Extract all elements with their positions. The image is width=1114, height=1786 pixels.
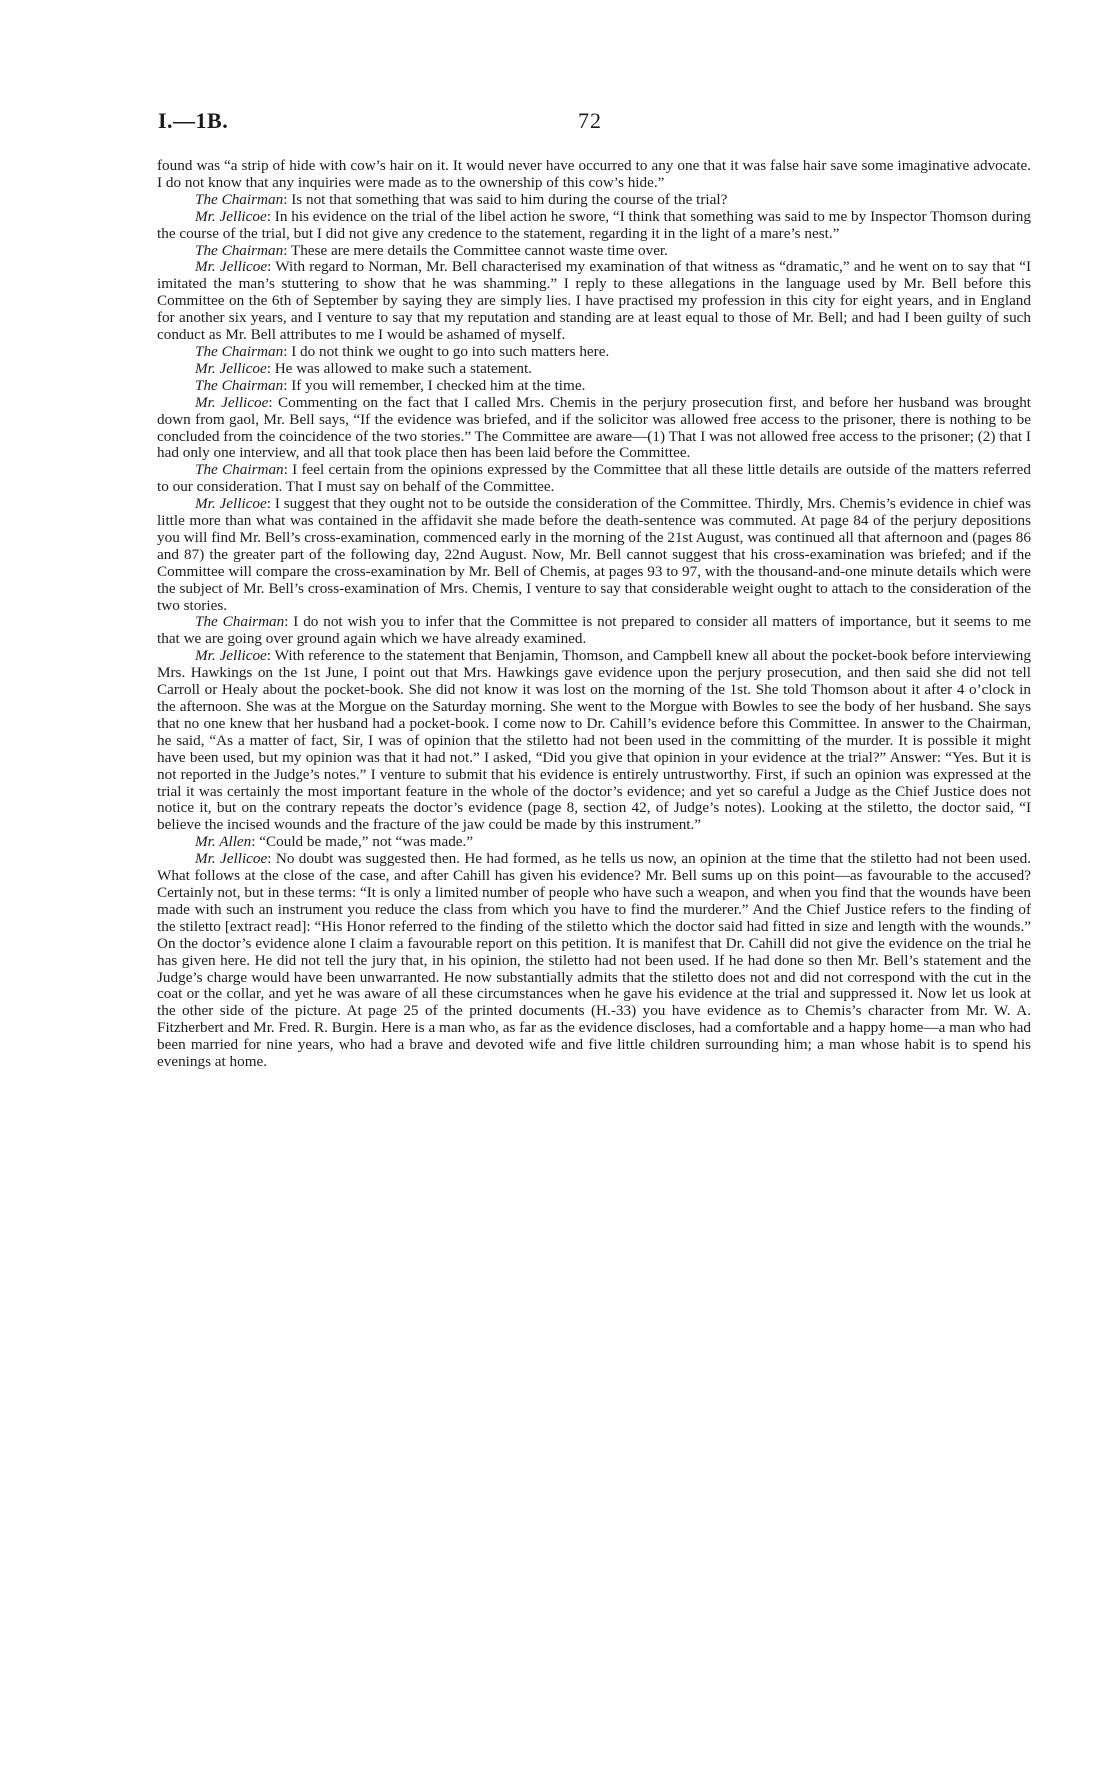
speaker-name: The Chairman [195,613,285,631]
speaker-name: Mr. Jellicoe [195,850,268,868]
paragraph [157,834,1031,851]
paragraph [157,378,1031,395]
paragraph-text: : I do not think we ought to go into such matters here. [283,342,610,360]
page-number: 72 [578,108,602,133]
speaker-name: The Chairman [195,190,284,208]
speaker-name: The Chairman [195,241,284,259]
paragraph-text: found was “a strip of hide with cow’s hair on it. It would never have occurred to any one that it was false hair save some imaginative advocate. I do not know that any inquiries were made as to the ownership of this cow’s hide.” [157,157,1031,191]
paragraph [157,259,1031,344]
paragraph-text: : In his evidence on the trial of the libel action he swore, “I think that something was said to me by Inspector Thomson during the course of the trial, but I did not give any credence to the statement, regarding it in the light of a mare’s nest.” [157,207,1031,242]
paragraph-text: : With regard to Norman, Mr. Bell characterised my examination of that witness as “dramatic,” and he went on to say that “I imitated the man’s stuttering to show that he was shamming.” I reply to these allegations in the language used by Mr. Bell before this Committee on the 6th of September by saying they are simply lies. I have practised my profession in this city for eight years, and in England for another six years, and I venture to say that my reputation and standing are at least equal to those of Mr. Bell; and had I been guilty of such conduct as Mr. Bell attributes to me I would be ashamed of myself. [157,258,1032,344]
speaker-name: Mr. Jellicoe [195,393,269,411]
paragraph-text: : Commenting on the fact that I called Mrs. Chemis in the perjury prosecution first, and before her husband was brought down from gaol, Mr. Bell says, “If the evidence was briefed, and if the solicitor was allowed free access to the prisoner, there is nothing to be concluded from the coincidence of the two stories.” The Committee are aware—(1) That I was not allowed free access to the prisoner; (2) that I had only one interview, and all that took place then has been laid before the Committee. [157,393,1032,462]
paragraph [157,361,1031,378]
paragraph-text: : He was allowed to make such a statement. [266,359,532,377]
paragraph-text: : I suggest that they ought not to be outside the consideration of the Committee. Thirdly, Mrs. Chemis’s evidence in chief was little more than what was contained in the affidavit she made before the death-sentence was commuted. At page 84 of the perjury depositions you will find Mr. Bell’s cross-examination, commenced early in the morning of the 21st August, was continued all that afternoon and (pages 86 and 87) the greater part of the following day, 22nd August. Now, Mr. Bell cannot suggest that his cross-examination was briefed; and if the Committee will compare the cross-examination by Mr. Bell of Chemis, at pages 93 to 97, with the thousand-and-one minute details which were the subject of Mr. Bell’s cross-examination of Mrs. Chemis, I venture to say that considerable weight ought to attach to the consideration of the two stories. [157,495,1032,614]
speaker-name: Mr. Jellicoe [195,258,268,276]
paragraph-text: : Is not that something that was said to him during the course of the trial? [283,190,728,208]
speaker-name: Mr. Jellicoe [195,359,267,377]
paragraph [157,395,1031,463]
speaker-name: Mr. Allen [195,833,252,851]
paragraph-text: : With reference to the statement that Benjamin, Thomson, and Campbell knew all about the pocket-book before interviewing Mrs. Hawkings on the 1st June, I point out that Mrs. Hawkings gave evidence upon the perjury prosecution, and then said she did not tell Carroll or Healy about the pocket-book. She did not know it was lost on the morning of the 1st. She told Thomson about it after 4 o’clock in the afternoon. She was at the Morgue on the Saturday morning. She went to the Morgue with Bowles to see the body of her husband. She says that no one knew that her husband had a pocket-book. I come now to Dr. Cahill’s evidence before this Committee. In answer to the Chairman, he said, “As a matter of fact, Sir, I was of opinion that the stiletto had not been used in the committing of the murder. It is possible it might have been used, but my opinion was that it had not.” I asked, “Did you give that opinion in your evidence at the trial?” Answer: “Yes. But it is not reported in the Judge’s notes.” I venture to submit that his evidence is entirely untrustworthy. First, if such an opinion was expressed at the trial it was certainly the most important feature in the whole of the doctor’s evidence; and yet so careful a Judge as the Chief Justice does not notice it, but on the contrary repeats the doctor’s evidence (page 8, section 42, of Judge’s notes). Looking at the stiletto, the doctor said, “I believe the incised wounds and the fracture of the jaw could be made by this instrument.” [157,647,1031,834]
paragraph [157,243,1031,260]
speaker-name: The Chairman [195,342,284,360]
paragraph-text: : These are mere details the Committee cannot waste time over. [283,241,668,259]
paragraph [157,209,1031,243]
paragraph [157,614,1031,648]
paragraph [157,496,1031,614]
paragraph [157,462,1031,496]
paragraph [157,158,1031,192]
paragraph [157,851,1031,1071]
speaker-name: The Chairman [195,376,284,394]
page-header [158,108,1030,138]
paragraph [157,192,1031,209]
paper-reference: I.—1B. [158,108,229,133]
paragraph [157,648,1031,834]
speaker-name: Mr. Jellicoe [195,647,267,665]
paragraph-text: : No doubt was suggested then. He had formed, as he tells us now, an opinion at the time that the stiletto had not been used. What follows at the close of the case, and after Cahill has given his evidence? Mr. Bell sums up on this point—as favourable to the accused? Certainly not, but in these terms: “It is only a limited number of people who have such a weapon, and when you find that the wounds have been made with such an instrument you reduce the class from which you have to find the murderer.” And the Chief Justice refers to the finding of the stiletto [extract read]: “His Honor referred to the finding of the stiletto which the doctor said had fitted in size and length with the wounds.” On the doctor’s evidence alone I claim a favourable report on this petition. It is manifest that Dr. Cahill did not give the evidence on the trial he has given here. He did not tell the jury that, in his opinion, the stiletto had not been used. If he had done so then Mr. Bell’s statement and the Judge’s charge would have been unwarranted. He now substantially admits that the stiletto does not and did not correspond with the cut in the coat or the collar, and yet he was aware of all these circumstances when he gave his evidence at the trial and suppressed it. Now let us look at the other side of the picture. At page 25 of the printed documents (H.-33) you have evidence as to Chemis’s character from Mr. W. A. Fitzherbert and Mr. Fred. R. Burgin. Here is a man who, as far as the evidence discloses, had a comfortable and a happy home—a man who had been married for nine years, who had a brave and devoted wife and five little children surrounding him; a man whose habit is to spend his evenings at home. [157,850,1031,1071]
paragraph-text: : I feel certain from the opinions expressed by the Committee that all these little details are outside of the matters referred to our consideration. That I must say on behalf of the Committee. [157,461,1031,496]
paragraph-text: : “Could be made,” not “was made.” [251,833,474,851]
paragraph-text: : If you will remember, I checked him at the time. [283,376,586,394]
paragraph-text: : I do not wish you to infer that the Committee is not prepared to consider all matters of importance, but it seems to me that we are going over ground again which we have already examined. [157,613,1031,648]
speaker-name: Mr. Jellicoe [195,207,267,225]
speaker-name: Mr. Jellicoe [195,495,267,513]
speaker-name: The Chairman [195,461,284,479]
body-text [157,158,1031,1071]
paragraph [157,344,1031,361]
